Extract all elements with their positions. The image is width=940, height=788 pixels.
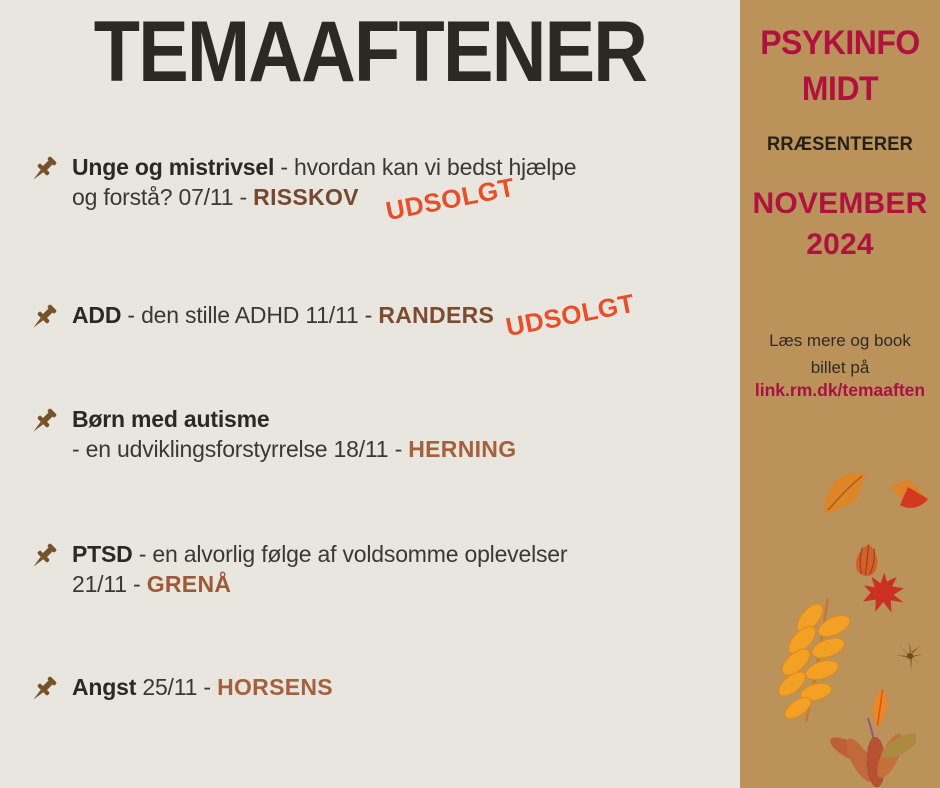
- cta-text: [740, 327, 940, 381]
- pushpin-icon: [26, 153, 60, 187]
- event-location: RANDERS: [378, 302, 495, 328]
- cta-line2: billet på: [810, 358, 870, 377]
- event-description: - den stille ADHD 11/11 -: [121, 302, 379, 328]
- month-line2: 2024: [806, 228, 874, 261]
- red-leaf-image: [888, 477, 930, 515]
- event-text: [72, 539, 672, 599]
- pushpin-icon: [26, 405, 60, 439]
- sold-out-badge: UDSOLGT: [383, 171, 518, 227]
- event-boern-med-autisme: [0, 404, 740, 464]
- event-location: GRENÅ: [146, 571, 232, 597]
- event-location: RISSKOV: [253, 184, 359, 210]
- event-add: [0, 287, 740, 343]
- creeper-leaf-image: [828, 716, 916, 788]
- event-title: Unge og mistrivsel: [72, 154, 275, 180]
- page-title: TEMAAFTENER: [93, 4, 647, 100]
- rowan-leaf-image: [772, 596, 862, 726]
- event-location: HORSENS: [217, 674, 333, 700]
- presents-label: RRÆSENTERER: [766, 134, 914, 155]
- event-date: 25/11 -: [136, 674, 218, 700]
- pushpin-icon: [26, 301, 60, 335]
- event-description: - en alvorlig følge af voldsomme oplevelser: [132, 541, 568, 567]
- oak-leaf-image: [815, 464, 875, 519]
- event-date: og forstå? 07/11 -: [72, 184, 254, 210]
- event-description: - en udviklingsforstyrrelse 18/11 -: [72, 436, 409, 462]
- event-text: [72, 152, 672, 212]
- event-ptsd: [0, 539, 740, 599]
- star-anise-image: [893, 641, 927, 671]
- sold-out-badge: UDSOLGT: [503, 287, 638, 343]
- event-text: [72, 404, 672, 464]
- event-title: Børn med autisme: [72, 406, 270, 432]
- month-label: [740, 183, 940, 265]
- month-line1: NOVEMBER: [752, 187, 928, 220]
- sidebar: [740, 0, 940, 788]
- event-unge-og-mistrivsel: [0, 152, 740, 227]
- event-title: Angst: [72, 674, 137, 700]
- event-title: ADD: [72, 302, 122, 328]
- event-angst: [0, 672, 740, 702]
- maple-leaf-image: [857, 567, 912, 617]
- pushpin-icon: [26, 540, 60, 574]
- event-title: PTSD: [72, 541, 133, 567]
- cta-line1: Læs mere og book: [769, 331, 911, 350]
- pushpin-icon: [26, 673, 60, 707]
- brand-line2: MIDT: [801, 70, 879, 108]
- event-date: 21/11 -: [72, 571, 147, 597]
- event-description: - hvordan kan vi bedst hjælpe: [274, 154, 577, 180]
- event-text: [72, 672, 672, 702]
- brand-name: [746, 20, 934, 112]
- brand-line1: PSYKINFO: [760, 24, 920, 62]
- event-location: HERNING: [408, 436, 517, 462]
- booking-link[interactable]: link.rm.dk/temaaften: [754, 380, 926, 400]
